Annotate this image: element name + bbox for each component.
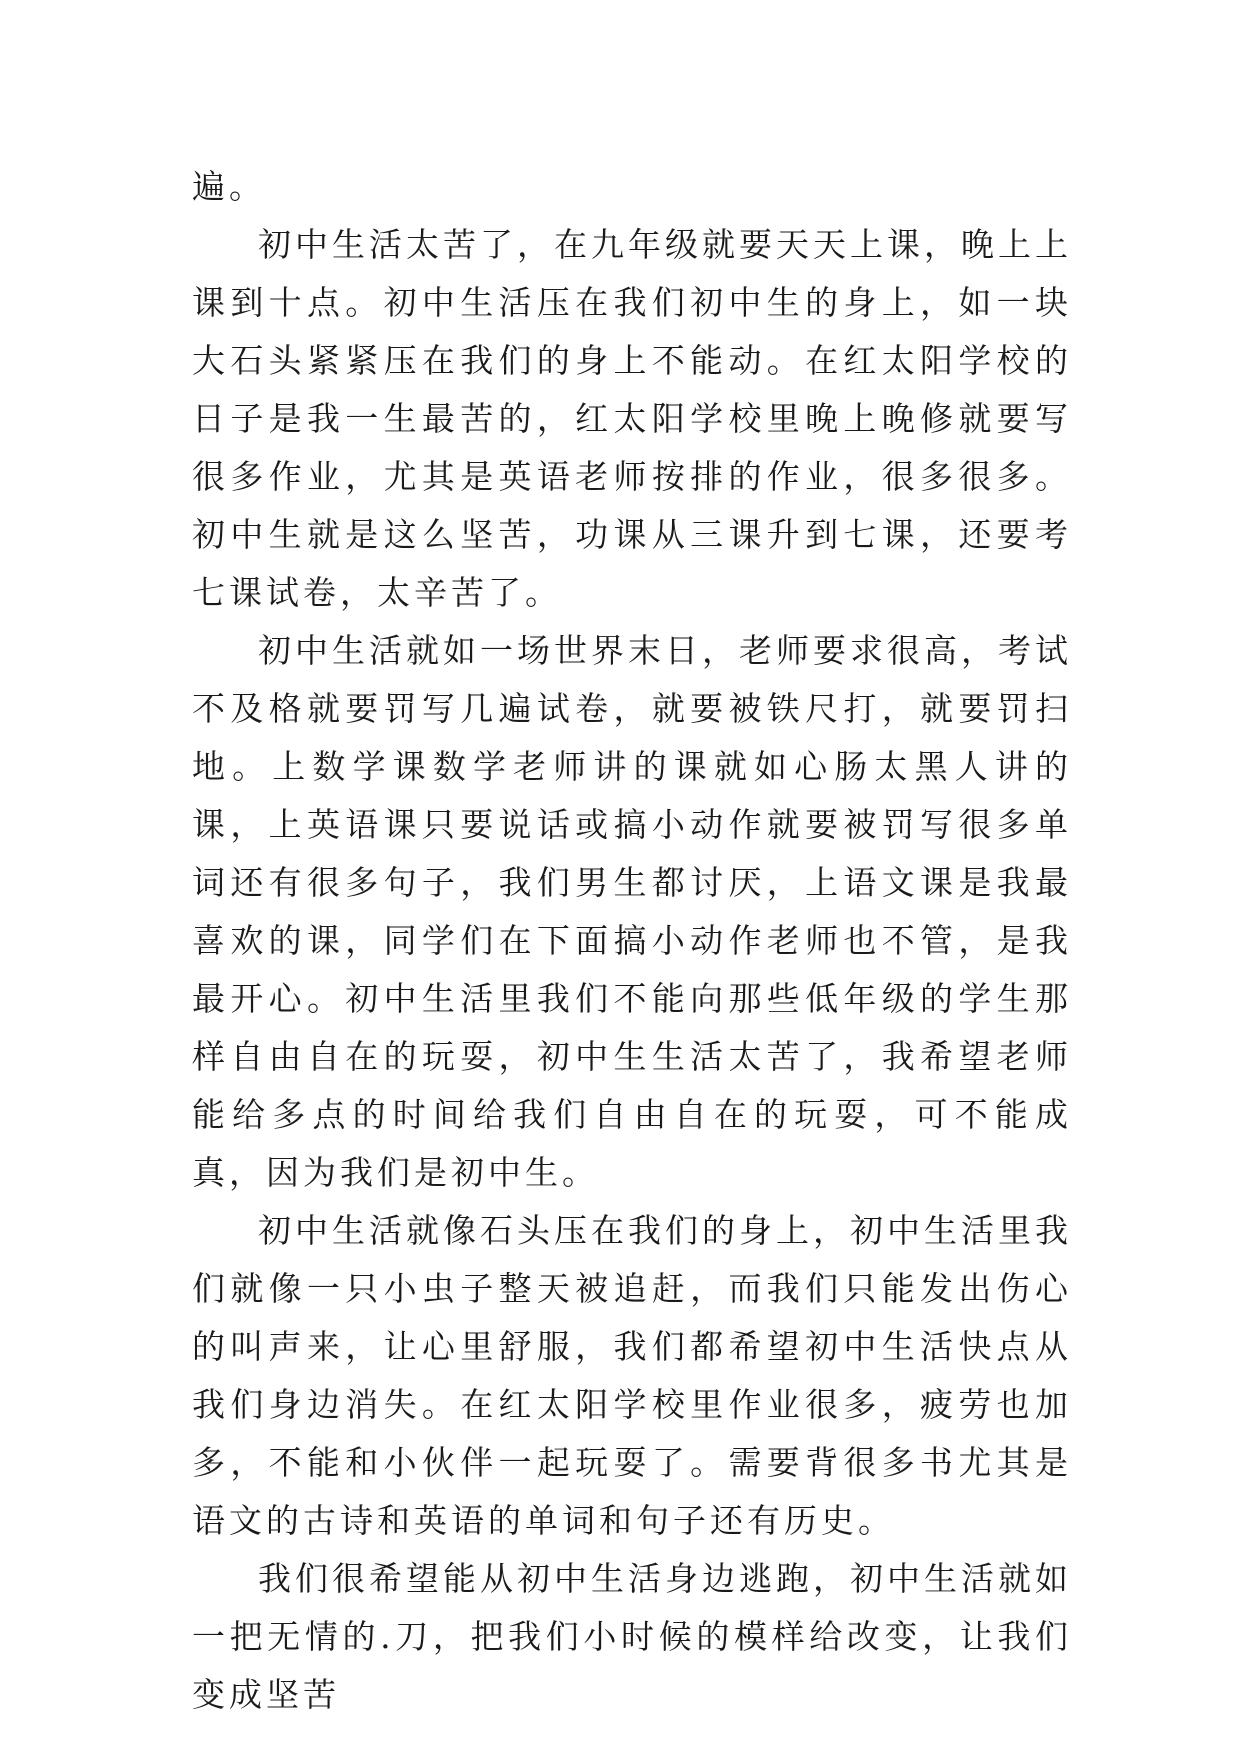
- paragraph-5: 我们很希望能从初中生活身边逃跑，初中生活就如一把无情的.刀，把我们小时候的模样给改变，让我们变成坚苦: [192, 1559, 1072, 1714]
- paragraph-1: 遍。: [192, 167, 266, 206]
- paragraph-3: 初中生活就如一场世界末日，老师要求很高，考试不及格就要罚写几遍试卷，就要被铁尺打，就要罚扫地。上数学课数学老师讲的课就如心肠太黑人讲的课，上英语课只要说话或搞小动作就要被罚写很多单词还有很多句子，我们男生都讨厌，上语文课是我最喜欢的课，同学们在下面搞小动作老师也不管，是我最开心。初中生活里我们不能向那些低年级的学生那样自由自在的玩耍，初中生生活太苦了，我希望老师能给多点的时间给我们自由自在的玩耍，可不能成真，因为我们是初中生。: [192, 631, 1072, 1192]
- paragraph-4: 初中生活就像石头压在我们的身上，初中生活里我们就像一只小虫子整天被追赶，而我们只能发出伤心的叫声来，让心里舒服，我们都希望初中生活快点从我们身边消失。在红太阳学校里作业很多，疲劳也加多，不能和小伙伴一起玩耍了。需要背很多书尤其是语文的古诗和英语的单词和句子还有历史。: [192, 1211, 1072, 1540]
- document-body: [192, 158, 1072, 1724]
- paragraph-2: 初中生活太苦了，在九年级就要天天上课，晚上上课到十点。初中生活压在我们初中生的身上，如一块大石头紧紧压在我们的身上不能动。在红太阳学校的日子是我一生最苦的，红太阳学校里晚上晚修就要写很多作业，尤其是英语老师按排的作业，很多很多。初中生就是这么坚苦，功课从三课升到七课，还要考七课试卷，太辛苦了。: [192, 225, 1072, 612]
